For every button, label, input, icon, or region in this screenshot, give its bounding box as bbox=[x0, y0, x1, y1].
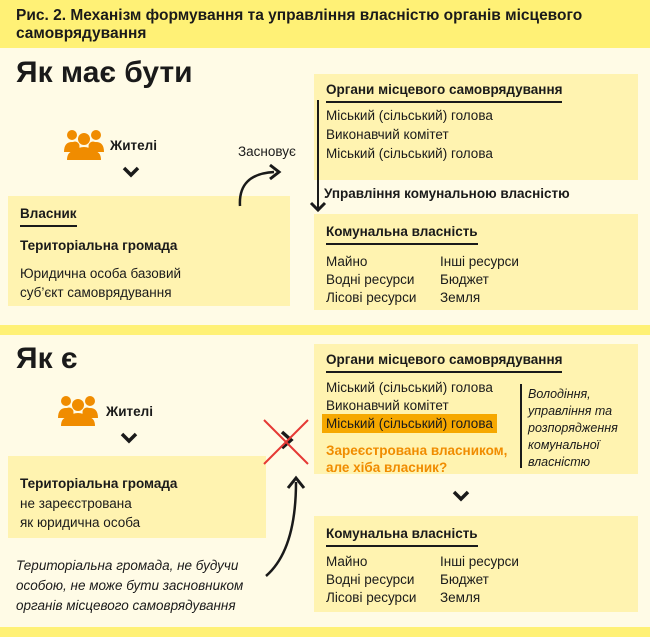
property-item: Інші ресурси bbox=[440, 554, 519, 569]
note-line: органів місцевого самоврядування bbox=[16, 598, 236, 613]
connector-line bbox=[317, 100, 319, 208]
not-registered-line-2: як юридична особа bbox=[20, 515, 141, 530]
bodies-item: Міський (сільський) голова bbox=[326, 146, 493, 161]
property-title-bottom: Комунальна власність bbox=[326, 524, 478, 547]
community-label-top: Територіальна громада bbox=[20, 238, 178, 253]
property-item: Майно bbox=[326, 554, 368, 569]
owner-label: Власник bbox=[20, 204, 77, 227]
chevron-down-icon bbox=[120, 432, 138, 444]
residents-label-top: Жителі bbox=[110, 138, 157, 153]
side-note-line: розпорядження bbox=[528, 421, 618, 435]
property-panel-bottom bbox=[314, 516, 638, 612]
bodies-title-top: Органи місцевого самоврядування bbox=[326, 80, 562, 103]
property-item: Інші ресурси bbox=[440, 254, 519, 269]
highlighted-head-item: Міський (сільський) голова bbox=[322, 414, 497, 433]
not-registered-line-1: не зареєстрована bbox=[20, 496, 132, 511]
property-item: Земля bbox=[440, 590, 481, 605]
side-note-line: управління та bbox=[528, 404, 613, 418]
section-title-is: Як є bbox=[16, 342, 78, 375]
community-label-bottom: Територіальна громада bbox=[20, 476, 178, 491]
property-item: Майно bbox=[326, 254, 368, 269]
side-note-divider bbox=[520, 384, 522, 468]
note-line: особою, не може бути засновником bbox=[16, 578, 244, 593]
property-item: Водні ресурси bbox=[326, 272, 415, 287]
bodies-panel-top bbox=[314, 74, 638, 180]
chevron-down-icon bbox=[122, 166, 140, 178]
chevron-down-icon bbox=[452, 490, 470, 502]
cross-icon bbox=[258, 414, 314, 470]
bodies-title-bottom: Органи місцевого самоврядування bbox=[326, 350, 562, 373]
bodies-panel-bottom bbox=[314, 344, 638, 474]
establishes-label: Засновує bbox=[238, 144, 296, 159]
property-item: Водні ресурси bbox=[326, 572, 415, 587]
section-title-should-be: Як має бути bbox=[16, 56, 193, 89]
curved-arrow-icon bbox=[228, 160, 288, 210]
community-panel-bottom bbox=[8, 456, 266, 538]
side-note bbox=[528, 386, 618, 471]
side-note-line: комунальної bbox=[528, 438, 600, 452]
question-line-2: але хіба власник? bbox=[326, 460, 448, 475]
entity-line-1: Юридична особа базовий bbox=[20, 266, 182, 281]
property-item: Бюджет bbox=[440, 572, 489, 587]
caption-band bbox=[0, 0, 650, 48]
entity-line-2: суб’єкт самоврядування bbox=[20, 285, 172, 300]
people-icon bbox=[58, 392, 98, 428]
property-item: Бюджет bbox=[440, 272, 489, 287]
property-item: Лісові ресурси bbox=[326, 290, 417, 305]
management-label: Управління комунальною власністю bbox=[324, 186, 570, 201]
property-title-top: Комунальна власність bbox=[326, 222, 478, 245]
residents-label-bottom: Жителі bbox=[106, 404, 153, 419]
figure-caption: Рис. 2. Механізм формування та управління власністю органів місцевого самоврядування bbox=[16, 7, 583, 42]
property-panel-top bbox=[314, 214, 638, 310]
side-note-line: Володіння, bbox=[528, 387, 591, 401]
question-line-1: Зареєстрована власником, bbox=[326, 443, 508, 458]
curved-arrow-icon bbox=[262, 472, 312, 582]
side-note-line: власністю bbox=[528, 455, 591, 469]
bodies-item: Виконавчий комітет bbox=[326, 398, 449, 413]
people-icon bbox=[64, 126, 104, 162]
bodies-item: Міський (сільський) голова bbox=[326, 380, 493, 395]
owner-panel bbox=[8, 196, 290, 306]
bodies-item: Міський (сільський) голова bbox=[326, 108, 493, 123]
bodies-item: Виконавчий комітет bbox=[326, 127, 449, 142]
section-divider bbox=[0, 325, 650, 335]
note-line: Територіальна громада, не будучи bbox=[16, 558, 239, 573]
property-item: Земля bbox=[440, 290, 481, 305]
property-item: Лісові ресурси bbox=[326, 590, 417, 605]
bottom-band bbox=[0, 627, 650, 637]
